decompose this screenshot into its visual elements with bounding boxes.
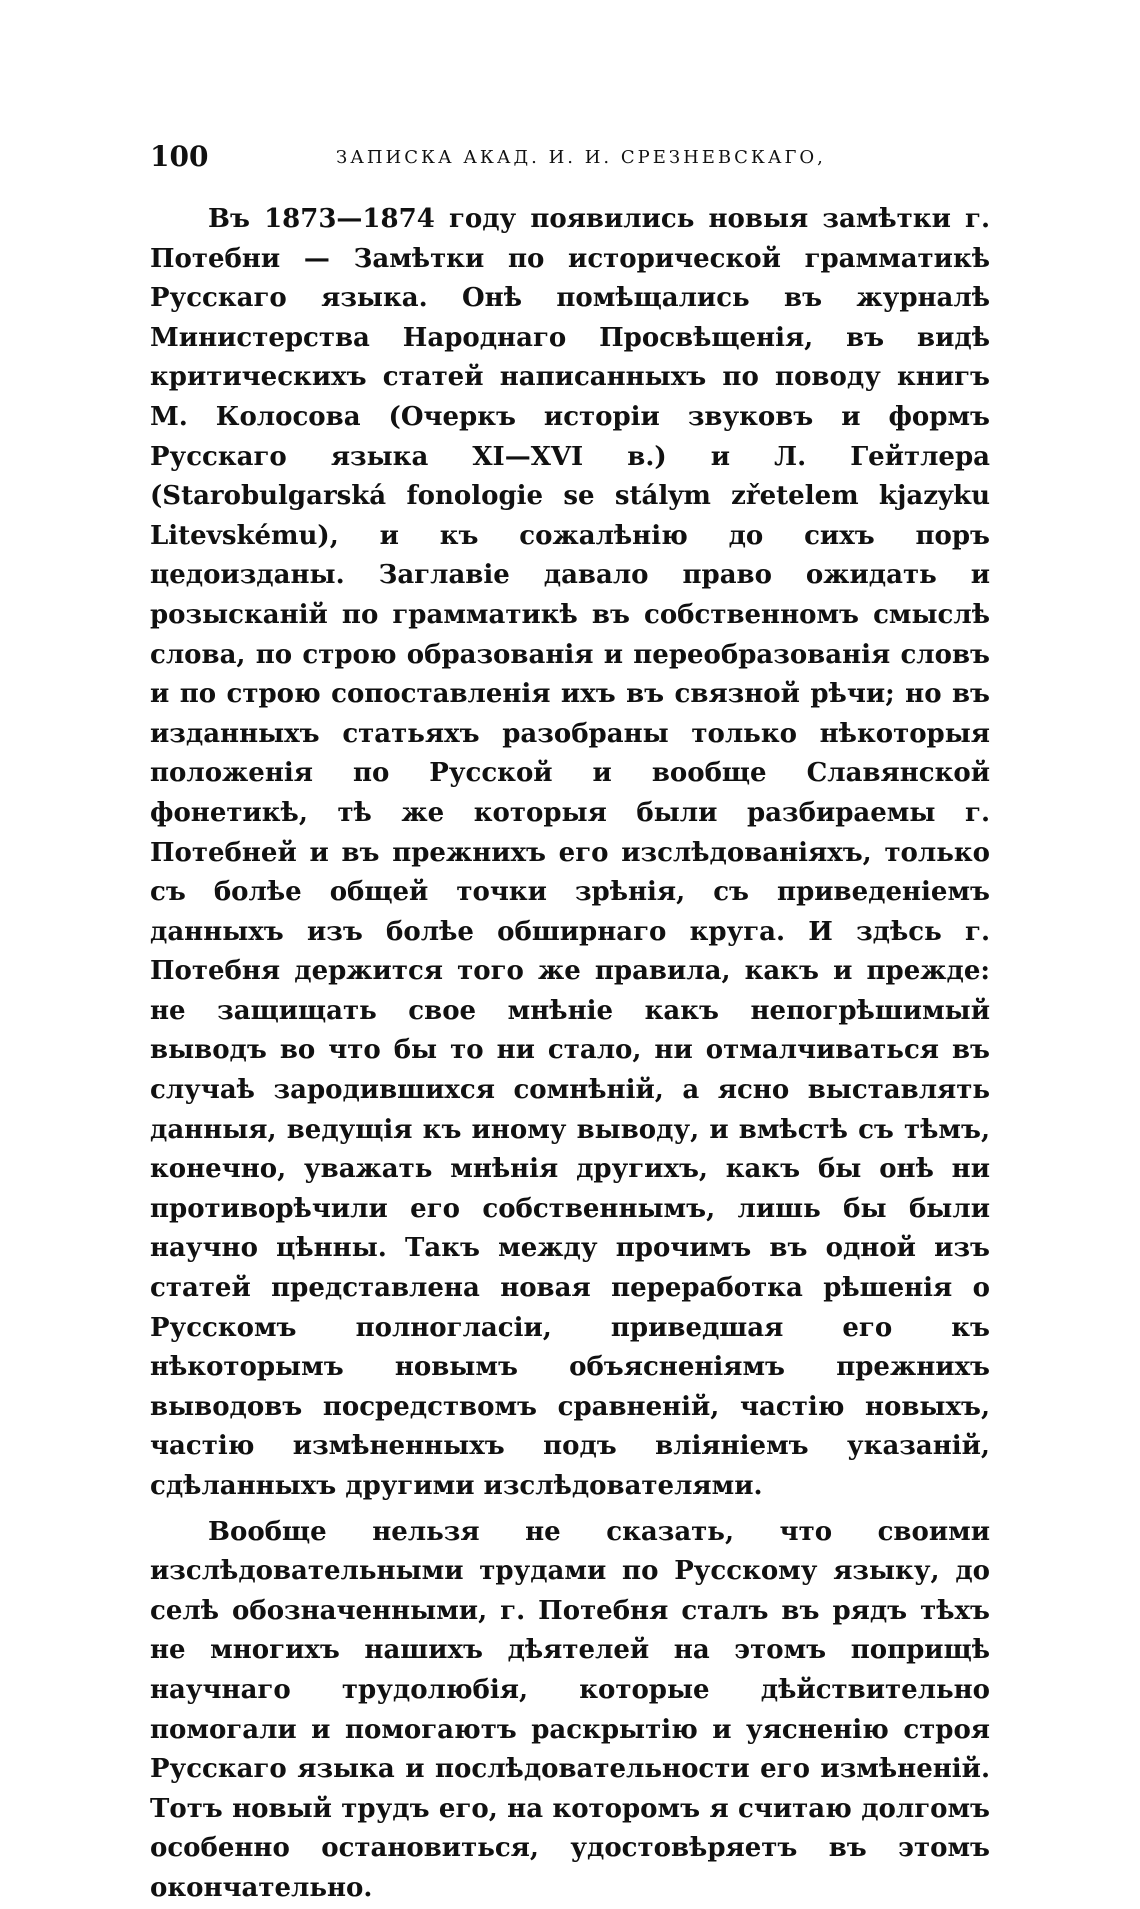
running-head: ЗАПИСКА АКАД. И. И. СРЕЗНЕВСКАГО, bbox=[336, 147, 826, 168]
body-text bbox=[150, 200, 990, 1909]
paragraph-1: Въ 1873—1874 году появились новыя замѣтки г. Потебни — Замѣтки по исторической грамматикѣ Русскаго языка. Онѣ помѣщались въ журналѣ Министерства Народнаго Просвѣщенія, въ видѣ критическихъ статей написанныхъ по поводу книгъ М. Колосова (Очеркъ исторіи звуковъ и формъ Русскаго языка XI—XVI в.) и Л. Гейтлера (Starobulgarská fonologie se stálym zřetelem kjazyku Litevskému), и къ сожалѣнію до сихъ поръ цедоизданы. Заглавіе давало право ожидать и розысканій по грамматикѣ въ собственномъ смыслѣ слова, по строю образованія и переобразованія словъ и по строю сопоставленія ихъ въ связной рѣчи; но въ изданныхъ статьяхъ разобраны только нѣкоторыя положенія по Русской и вообще Славянской фонетикѣ, тѣ же которыя были разбираемы г. Потебней и въ прежнихъ его изслѣдованіяхъ, только съ болѣе общей точки зрѣнія, съ приведеніемъ данныхъ изъ болѣе обширнаго круга. И здѣсь г. Потебня держится того же правила, какъ и прежде: не защищать свое мнѣніе какъ непогрѣшимый выводъ во что бы то ни стало, ни отмалчиваться въ случаѣ зародившихся сомнѣній, а ясно выставлять данныя, ведущія къ иному выводу, и вмѣстѣ съ тѣмъ, конечно, уважать мнѣнія другихъ, какъ бы онѣ ни противорѣчили его собственнымъ, лишь бы были научно цѣнны. Такъ между прочимъ въ одной изъ статей представлена новая переработка рѣшенія о Русскомъ полногласіи, приведшая его къ нѣкоторымъ новымъ объясненіямъ прежнихъ выводовъ посредствомъ сравненій, частію новыхъ, частію измѣненныхъ подъ вліяніемъ указаній, сдѣланныхъ другими изслѣдователями. bbox=[150, 204, 990, 1501]
page-header bbox=[150, 140, 990, 180]
page-number: 100 bbox=[150, 140, 209, 173]
paragraph-2: Вообще нельзя не сказать, что своими изслѣдовательными трудами по Русскому языку, до селѣ обозначенными, г. Потебня сталъ въ рядъ тѣхъ не многихъ нашихъ дѣятелей на этомъ поприщѣ научнаго трудолюбія, которые дѣйствительно помогали и помогаютъ раскрытію и уясненію строя Русскаго языка и послѣдовательности его измѣненій. Тотъ новый трудъ его, на которомъ я считаю долгомъ особенно остановиться, удостовѣряетъ въ этомъ окончательно. bbox=[150, 1516, 990, 1903]
